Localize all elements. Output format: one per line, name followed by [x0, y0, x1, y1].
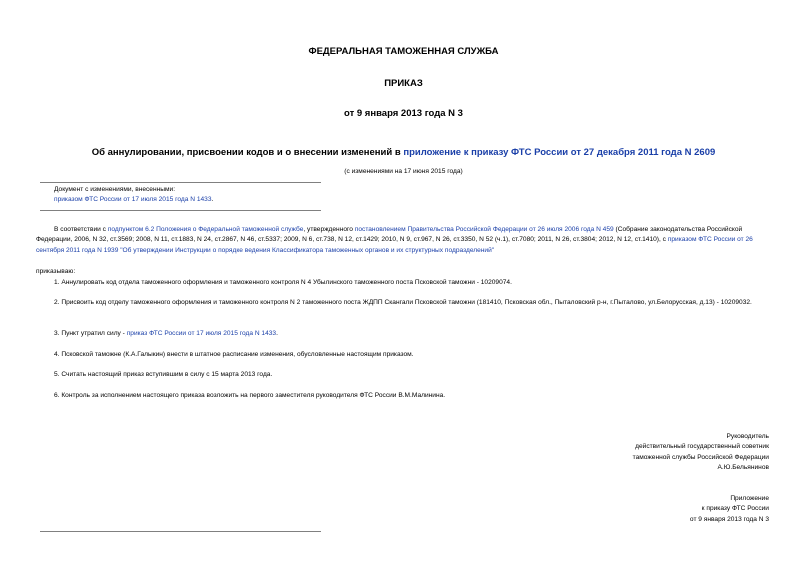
item-4: 4. Псковской таможне (К.А.Галыкин) внести в штатное расписание изменения, обусловленные настоящим приказом. — [54, 351, 414, 358]
document-subject — [0, 147, 807, 158]
item-6: 6. Контроль за исполнением настоящего приказа возложить на первого заместителя руководителя ФТС России В.М.Малинина. — [54, 392, 446, 399]
amendments-label: Документ с изменениями, внесенными: — [54, 186, 176, 193]
preamble-link-decree[interactable]: постановлением Правительства Российской Федерации от 26 июля 2006 года N 459 — [354, 226, 614, 233]
subject-link[interactable]: приложение к приказу ФТС России от 27 декабря 2011 года N 2609 — [403, 147, 716, 158]
amendments-tail: . — [211, 196, 214, 204]
signature-title: Руководитель — [726, 433, 769, 440]
amendments-block — [54, 185, 354, 205]
document-date: от 9 января 2013 года N 3 — [344, 108, 463, 119]
item-3-link[interactable]: приказ ФТС России от 17 июля 2015 года N 1433 — [126, 330, 277, 337]
divider-top — [40, 182, 321, 183]
subject-text: Об аннулировании, присвоении кодов и о внесении изменений в — [91, 147, 404, 158]
signature-name: А.Ю.Бельянинов — [717, 463, 769, 471]
appendix-block — [690, 494, 769, 525]
amendments-link[interactable]: приказом ФТС России от 17 июля 2015 года N 1433 — [54, 196, 212, 204]
footnote-divider — [40, 531, 321, 532]
signature-block — [633, 432, 769, 473]
revision-note: (с изменениями на 17 июня 2015 года) — [344, 168, 463, 175]
order-word: приказываю: — [36, 268, 76, 275]
preamble-text-3: (Собрание законодательства Российской Федерации, 2006, N 32, ст.3569; 2008, N 11, ст.1883, N 24, ст.2867, N 46, ст.5337; 2009, N 6, ст.738, N 12, ст.1429; 2010, N 9, ст.967, N 26, ст.3350, N 52 (ч.1), ст.7080; 2011, N 26, ст.3804; 2012, N 12, ст.1410), с — [36, 226, 743, 244]
item-2: 2. Присвоить код отделу таможенного оформления и таможенного контроля N 2 таможенного поста ЖДПП Скангали Псковской таможни (181410, Псковская обл., Пыталовский р-н, г.Пыталово, ул.Белорусская, д.13) - 10209032. — [54, 299, 752, 306]
appendix-date: от 9 января 2013 года N 3 — [689, 515, 769, 523]
item-3 — [36, 329, 772, 339]
preamble-paragraph — [36, 225, 772, 256]
agency-name: ФЕДЕРАЛЬНАЯ ТАМОЖЕННАЯ СЛУЖБА — [308, 46, 499, 57]
document-type: ПРИКАЗ — [384, 78, 423, 89]
item-5: 5. Считать настоящий приказ вступившим в силу с 15 марта 2013 года. — [54, 371, 273, 378]
preamble-link-regulation[interactable]: подпунктом 6.2 Положения о Федеральной таможенной службе — [107, 226, 304, 233]
amendments-line — [54, 195, 354, 205]
appendix-label: Приложение — [730, 495, 769, 502]
signature-service: таможенной службы Российской Федерации — [632, 453, 769, 461]
item-3-text: 3. Пункт утратил силу - — [54, 330, 127, 337]
item-1: 1. Аннулировать код отдела таможенного оформления и таможенного контроля N 4 Убылинского таможенного поста Псковской таможни - 10209074. — [54, 279, 512, 286]
appendix-order: к приказу ФТС России — [701, 505, 769, 513]
preamble-text-1: В соответствии с — [54, 226, 108, 233]
preamble-text-2: , утвержденного — [303, 226, 355, 233]
divider-bottom — [40, 210, 321, 211]
item-3-tail: . — [276, 330, 278, 337]
preamble-link-order[interactable]: приказом ФТС России от 26 сентября 2011 года N 1939 "Об утверждении Инструкции о порядке ведения Классификатора таможенных органов и их структурных подразделений" — [36, 236, 753, 254]
signature-rank: действительный государственный советник — [635, 443, 769, 451]
